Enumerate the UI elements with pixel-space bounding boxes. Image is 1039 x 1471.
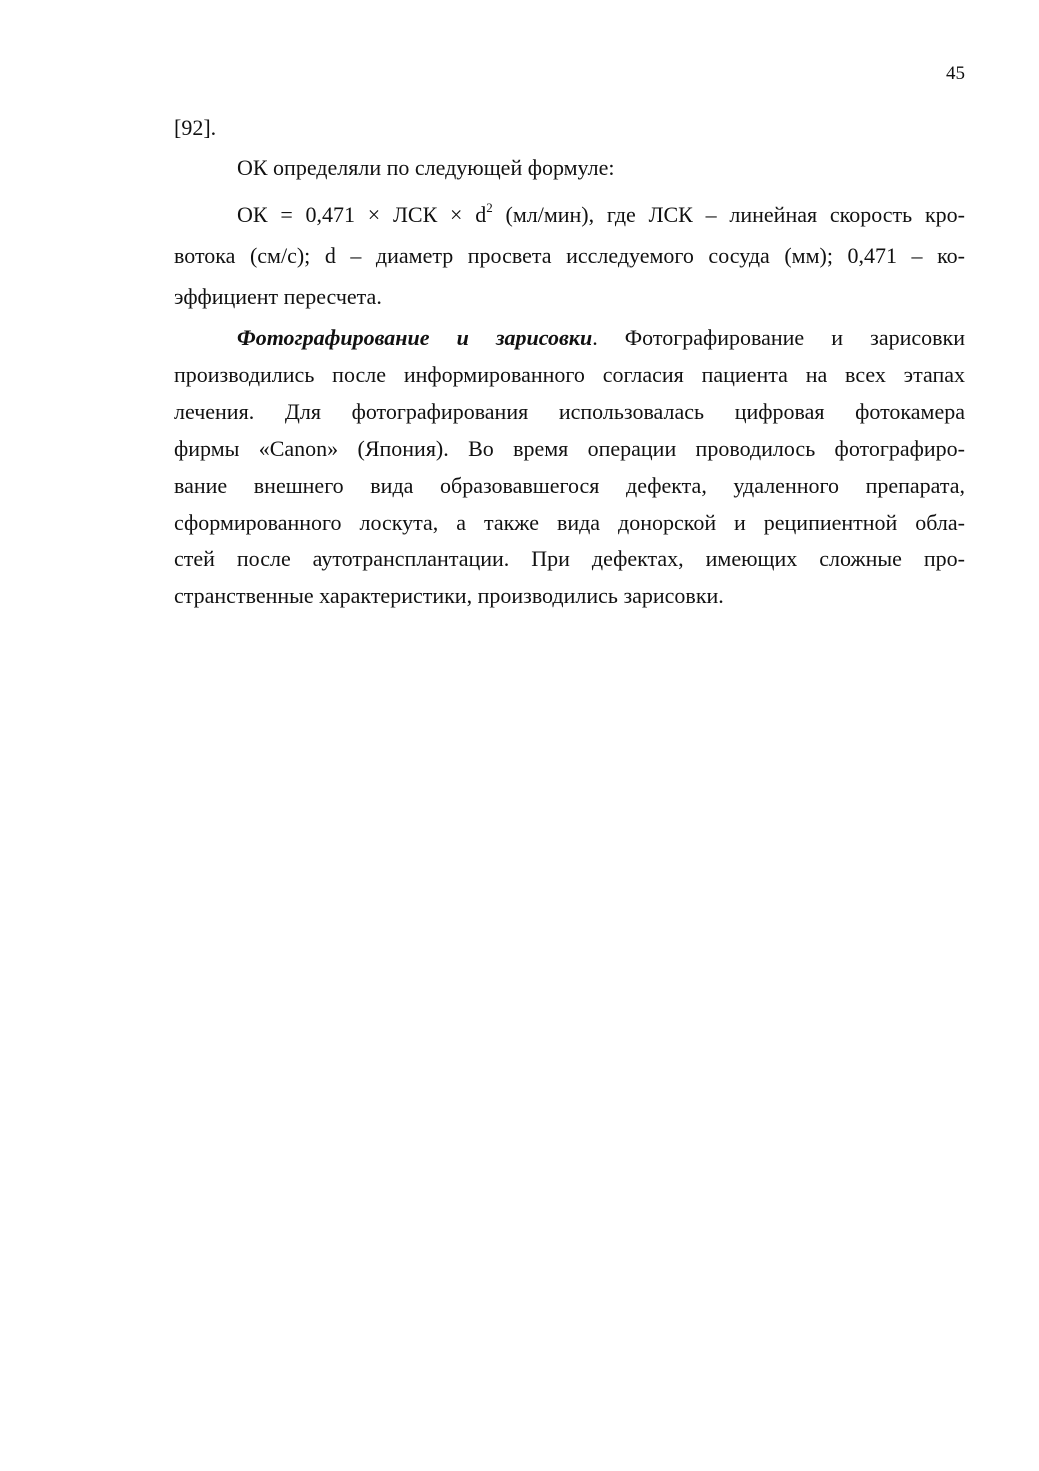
- photography-line: фирмы «Canon» (Япония). Во время операции проводилось фотографиро-: [174, 435, 965, 461]
- photography-line: стей после аутотрансплантации. При дефектах, имеющих сложные про-: [174, 546, 965, 572]
- formula-line-2: вотока (см/с); d – диаметр просвета исследуемого сосуда (мм); 0,471 – ко-: [174, 243, 965, 268]
- page-number: 45: [946, 63, 965, 84]
- formula-explanation: (мл/мин), где ЛСК – линейная скорость кро-: [492, 202, 965, 227]
- photography-line-1-rest: . Фотографирование и зарисовки: [592, 325, 965, 350]
- formula-intro-paragraph: [174, 150, 965, 186]
- photography-last-line: странственные характеристики, производились зарисовки.: [174, 583, 724, 609]
- section-heading: Фотографирование и зарисовки: [237, 325, 593, 350]
- formula-exponent: 2: [486, 199, 493, 215]
- reference-text: [92].: [174, 115, 217, 140]
- photography-line: сформированного лоскута, а также вида донорской и реципиентной обла-: [174, 509, 965, 535]
- photography-line-1: [174, 320, 965, 357]
- photography-paragraph: [174, 320, 965, 615]
- formula-paragraph: [174, 194, 965, 317]
- photography-line: производились после информированного согласия пациента на всех этапах: [174, 361, 965, 387]
- formula-main: ОК = 0,471 × ЛСК × d: [237, 202, 487, 227]
- reference-line: [174, 110, 965, 146]
- formula-line-1: [174, 194, 965, 235]
- formula-line-3: эффициент пересчета.: [174, 284, 382, 309]
- photography-line: вание внешнего вида образовавшегося дефекта, удаленного препарата,: [174, 472, 965, 498]
- photography-line: лечения. Для фотографирования использовалась цифровая фотокамера: [174, 398, 965, 424]
- formula-intro-text: ОК определяли по следующей формуле:: [237, 155, 615, 180]
